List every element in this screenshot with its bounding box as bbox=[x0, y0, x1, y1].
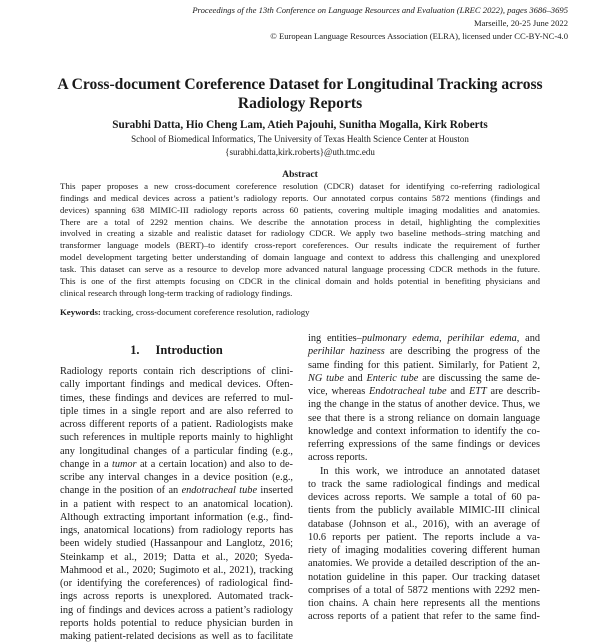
text-span: to track the same radiological findings and medical bbox=[308, 478, 540, 490]
left-column-text bbox=[60, 365, 293, 643]
text-span: ing of findings and devices across a patient’s radiology bbox=[60, 604, 293, 616]
text-span: referring expressions of the same findings or devices bbox=[308, 439, 540, 450]
text-span: ing entities– bbox=[308, 333, 362, 344]
text-span: model development targeting better understanding of domain language and context to address this challenging and unexplored bbox=[60, 252, 540, 263]
text-line bbox=[60, 193, 540, 205]
keywords-list: tracking, cross-document coreference resolution, radiology bbox=[100, 307, 310, 317]
keywords-label: Keywords: bbox=[60, 307, 101, 317]
text-line bbox=[308, 438, 540, 451]
text-line bbox=[60, 288, 540, 300]
text-line bbox=[60, 524, 293, 537]
text-line bbox=[60, 590, 293, 603]
section-heading-introduction bbox=[60, 343, 293, 358]
text-span: see that there is a strong reliance on domain language bbox=[308, 412, 540, 424]
text-span: in a patient with respect to an anatomical location). bbox=[60, 498, 293, 510]
text-line bbox=[60, 551, 293, 564]
text-line bbox=[60, 511, 293, 524]
abstract-body bbox=[60, 181, 540, 299]
affiliation: School of Biomedical Informatics, The University of Texas Health Science Center at Houston bbox=[131, 134, 469, 144]
text-span: reports holds potential to reduce physician burden in bbox=[60, 617, 293, 629]
text-span: involved in creating a sizable and realistic dataset for radiology CDCR. We apply two baseline methods–string matching and bbox=[60, 228, 540, 239]
text-span: cally important findings and medical devices. Often- bbox=[60, 379, 293, 391]
text-span: This is one of the first attempts focusing on CDCR in the clinical domain and holds potential in benefiting physicians and bbox=[60, 275, 540, 286]
text-span: been widely studied (Hassanpour and Langlotz, 2016; bbox=[60, 538, 293, 550]
proceedings-line: Proceedings of the 13th Conference on Language Resources and Evaluation (LREC 2022), pages 3686–3695 bbox=[192, 5, 568, 15]
text-span: are discussing the same de- bbox=[418, 372, 540, 384]
italic-term: tumor bbox=[111, 458, 137, 470]
text-span: devices across reports. We sample a total of 60 pa- bbox=[308, 492, 540, 503]
text-line bbox=[308, 610, 540, 623]
italic-term: ETT bbox=[468, 386, 487, 397]
text-span: notation guideline in this paper. Our tracking dataset bbox=[308, 571, 540, 583]
section-title: Introduction bbox=[155, 343, 223, 357]
text-line bbox=[60, 431, 293, 444]
text-line bbox=[308, 531, 540, 544]
title-line: Radiology Reports bbox=[237, 95, 363, 112]
author-email: {surabhi.datta,kirk.roberts}@uth.tmc.edu bbox=[225, 147, 375, 157]
text-line bbox=[60, 458, 293, 471]
text-span: any longitudinal changes of a particular finding (e.g., bbox=[60, 445, 293, 457]
italic-term: Endotracheal tube bbox=[369, 386, 447, 397]
text-span: (or identifying the coreferences) of radiological find- bbox=[60, 578, 293, 589]
text-span: change in a bbox=[60, 458, 112, 470]
text-span: This paper proposes a new cross-document coreference resolution (CDCR) dataset for identifying co-referring radiological bbox=[60, 181, 540, 191]
text-line bbox=[60, 378, 293, 391]
text-span: tiple times in a single report and are also referred to bbox=[60, 405, 293, 417]
text-span: tients from the publicly available MIMIC-III clinical bbox=[308, 505, 540, 517]
text-span: devices) spanning 638 MIMIC-III radiology reports across 60 patients, covering multiple imaging modalities and anatomies. bbox=[60, 204, 540, 215]
text-span: are describing the progress of the bbox=[384, 346, 540, 358]
text-line bbox=[60, 240, 540, 252]
text-span: There are a total of 2292 mention chains. We describe the annotation process in detail, highlighting the complexities bbox=[60, 216, 540, 227]
text-span: change in the position of an bbox=[60, 485, 182, 497]
italic-term: NG tube bbox=[308, 372, 344, 384]
text-span: ing the change in the status of another device. Thus, we bbox=[308, 399, 540, 411]
text-line bbox=[308, 385, 540, 398]
text-line bbox=[60, 630, 293, 643]
text-span: times, these findings and devices are referred to mul- bbox=[60, 392, 293, 404]
text-line bbox=[308, 451, 540, 464]
section-number: 1. bbox=[130, 343, 140, 357]
text-line bbox=[60, 181, 540, 193]
right-column-text bbox=[308, 332, 540, 624]
text-line bbox=[308, 345, 540, 358]
text-span: are describ- bbox=[486, 386, 541, 397]
text-line bbox=[308, 557, 540, 570]
text-span: , and bbox=[516, 333, 541, 344]
text-line bbox=[308, 412, 540, 425]
text-line bbox=[60, 217, 540, 229]
text-line bbox=[308, 465, 540, 478]
text-span: scribe any interval changes in a device position (e.g., bbox=[60, 472, 293, 483]
italic-term: Enteric tube bbox=[366, 372, 419, 384]
text-span: across reports. bbox=[308, 452, 368, 464]
text-span: Radiology reports contain rich descriptions of clini- bbox=[60, 366, 293, 377]
text-line bbox=[60, 445, 293, 458]
text-span: Steinkamp et al., 2019; Datta et al., 2020; Syeda- bbox=[60, 551, 293, 563]
text-span: findings and medical devices across a patient’s radiology reports. Our annotated corpus contains 5872 mentions (findings and bbox=[60, 192, 540, 203]
text-line bbox=[60, 276, 540, 288]
text-span: at a certain location) and also to de- bbox=[136, 458, 293, 470]
text-line bbox=[60, 537, 293, 550]
text-span: clinical research through long-term tracking of radiology findings. bbox=[60, 287, 293, 298]
text-line bbox=[308, 491, 540, 504]
text-line bbox=[60, 604, 293, 617]
text-line bbox=[60, 471, 293, 484]
text-line bbox=[60, 405, 293, 418]
text-line bbox=[60, 252, 540, 264]
text-line bbox=[308, 332, 540, 345]
text-span: making patient-related decisions as well as to facilitate bbox=[60, 631, 293, 642]
text-line bbox=[60, 205, 540, 217]
text-line bbox=[60, 392, 293, 405]
text-span: across different reports of a patient. Radiologists make bbox=[60, 419, 293, 430]
text-span: task. This dataset can serve as a resource to develop more advanced natural language processing CDCR methods in the future. bbox=[60, 263, 540, 274]
text-span: and bbox=[446, 386, 469, 397]
text-span: comprises of a total of 5872 mentions with 2292 men- bbox=[308, 584, 540, 596]
text-span: across reports of a patient that refer to the same find- bbox=[308, 611, 540, 623]
text-span: In this work, we introduce an annotated dataset bbox=[320, 465, 540, 477]
text-line bbox=[60, 365, 293, 378]
text-line bbox=[308, 504, 540, 517]
text-span: vice, whereas bbox=[308, 386, 369, 397]
author-list: Surabhi Datta, Hio Cheng Lam, Atieh Pajouhi, Sunitha Mogalla, Kirk Roberts bbox=[112, 119, 488, 131]
text-span: tion chains. A chain here represents all the mentions bbox=[308, 598, 540, 609]
text-line bbox=[308, 425, 540, 438]
text-span: ings across reports is unexplored. Automated track- bbox=[60, 591, 293, 603]
italic-term: endotracheal tube bbox=[181, 485, 258, 497]
text-span: and bbox=[343, 372, 367, 384]
text-line bbox=[308, 571, 540, 584]
text-line bbox=[60, 577, 293, 590]
text-span: , bbox=[439, 333, 448, 344]
text-line bbox=[60, 228, 540, 240]
text-line bbox=[308, 584, 540, 597]
text-line bbox=[60, 564, 293, 577]
text-span: transformer language models (BERT)–to identify cross-report coreferences. Our results indicate the requirement of further bbox=[60, 240, 540, 251]
text-span: such references in multiple reports mainly to highlight bbox=[60, 432, 293, 444]
text-line bbox=[308, 478, 540, 491]
text-line bbox=[308, 597, 540, 610]
text-span: same finding for this patient. Similarly, for Patient 2, bbox=[308, 359, 540, 371]
text-line bbox=[308, 544, 540, 557]
text-span: knowledge and context information to identify the co- bbox=[308, 425, 540, 437]
license-line: © European Language Resources Association (ELRA), licensed under CC-BY-NC-4.0 bbox=[270, 31, 568, 41]
keywords bbox=[60, 307, 310, 317]
text-line bbox=[308, 518, 540, 531]
italic-term: pulmonary edema bbox=[361, 333, 440, 344]
text-span: riety of imaging modalities covering different human bbox=[308, 545, 540, 556]
text-line bbox=[308, 398, 540, 411]
text-line bbox=[60, 498, 293, 511]
text-line bbox=[308, 372, 540, 385]
italic-term: perihilar haziness bbox=[308, 346, 385, 358]
paper-title bbox=[40, 75, 560, 113]
abstract-heading: Abstract bbox=[282, 169, 318, 180]
location-line: Marseille, 20-25 June 2022 bbox=[473, 18, 568, 28]
text-line bbox=[308, 359, 540, 372]
text-line bbox=[60, 264, 540, 276]
text-line bbox=[60, 418, 293, 431]
text-line bbox=[60, 484, 293, 497]
text-span: Mahmood et al., 2020; Sugimoto et al., 2021), tracking bbox=[60, 564, 293, 576]
text-span: Although extracting important information (e.g., find- bbox=[60, 511, 293, 523]
text-span: ings, anatomical locations) from radiology reports has bbox=[60, 525, 293, 536]
text-span: database (Johnson et al., 2016), with an average of bbox=[308, 518, 540, 530]
italic-term: perihilar edema bbox=[447, 333, 517, 344]
text-span: 10.6 reports per patient. The reports include a va- bbox=[308, 531, 540, 543]
title-line: A Cross-document Coreference Dataset for Longitudinal Tracking across bbox=[57, 76, 543, 93]
affiliation-block bbox=[40, 133, 560, 159]
text-span: anatomies. We provide a detailed description of the an- bbox=[308, 558, 540, 570]
text-line bbox=[60, 617, 293, 630]
page-header bbox=[192, 4, 568, 43]
text-span: inserted bbox=[257, 485, 293, 497]
